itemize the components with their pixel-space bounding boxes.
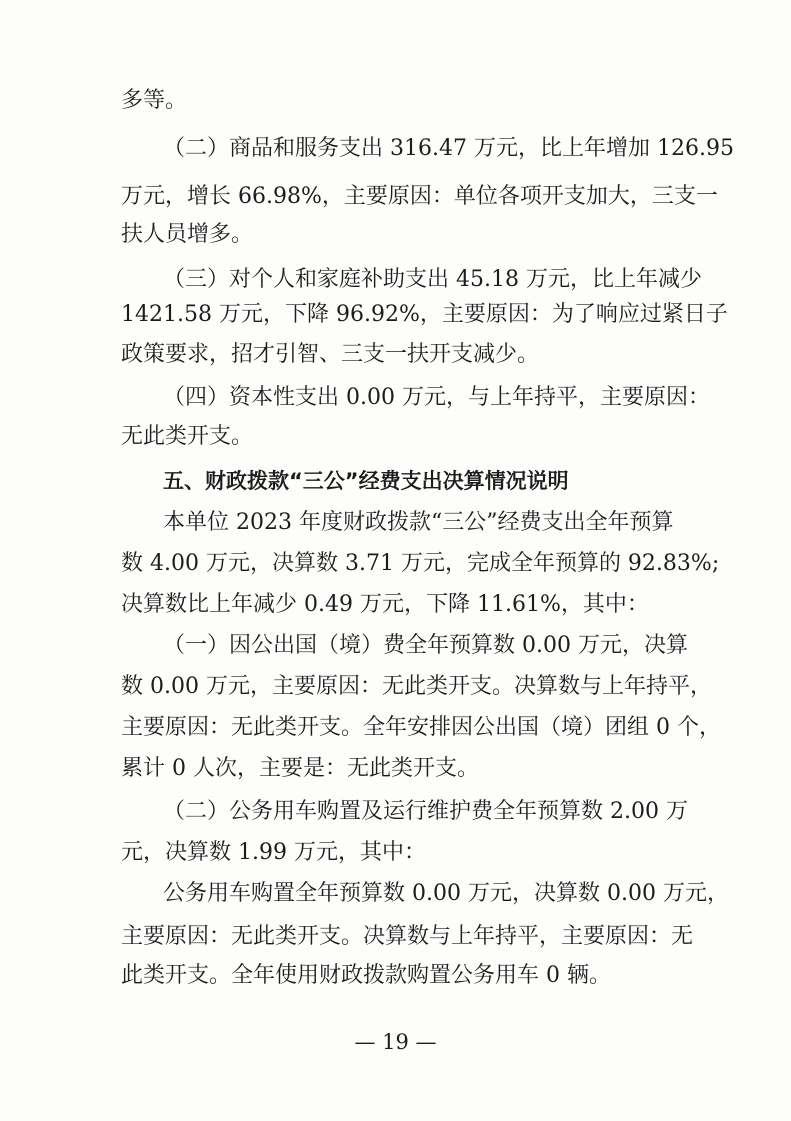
body-text-line: 本单位 2023 年度财政拨款“三公”经费支出全年预算 [163, 510, 674, 535]
body-text-line: 多等。 [121, 88, 188, 113]
body-text-line: 主要原因：无此类开支。决算数与上年持平，主要原因：无 [121, 924, 694, 949]
page-number: — 19 — [354, 1030, 437, 1054]
body-text-line: （二）商品和服务支出 316.47 万元，比上年增加 126.95 [163, 136, 734, 161]
body-text-line: 数 4.00 万元，决算数 3.71 万元，完成全年预算的 92.83%; [121, 551, 720, 576]
body-text-line: 1421.58 万元，下降 96.92%，主要原因：为了响应过紧日子 [121, 302, 728, 327]
body-text-line: （四）资本性支出 0.00 万元，与上年持平，主要原因： [163, 385, 710, 410]
body-text-line: 无此类开支。 [121, 424, 254, 449]
body-text-line: 主要原因：无此类开支。全年安排因公出国（境）团组 0 个， [121, 715, 721, 740]
body-text-line: 数 0.00 万元，主要原因：无此类开支。决算数与上年持平， [121, 674, 712, 699]
body-text-line: 万元，增长 66.98%，主要原因：单位各项开支加大，三支一 [121, 184, 718, 209]
body-text-line: 扶人员增多。 [121, 222, 254, 247]
body-text-line: （一）因公出国（境）费全年预算数 0.00 万元，决算 [163, 633, 688, 658]
body-text-line: 累计 0 人次，主要是：无此类开支。 [121, 756, 479, 781]
body-text-line: 政策要求，招才引智、三支一扶开支减少。 [121, 342, 540, 367]
body-text-line: 元，决算数 1.99 万元，其中： [121, 840, 426, 865]
body-text-line: 此类开支。全年使用财政拨款购置公务用车 0 辆。 [121, 963, 611, 988]
body-text-line: 决算数比上年减少 0.49 万元，下降 11.61%，其中： [121, 592, 649, 617]
body-text-line: 公务用车购置全年预算数 0.00 万元，决算数 0.00 万元， [163, 881, 729, 906]
section-heading: 五、财政拨款“三公”经费支出决算情况说明 [163, 469, 569, 493]
body-text-line: （二）公务用车购置及运行维护费全年预算数 2.00 万 [163, 799, 688, 824]
body-text-line: （三）对个人和家庭补助支出 45.18 万元，比上年减少 [163, 267, 702, 292]
